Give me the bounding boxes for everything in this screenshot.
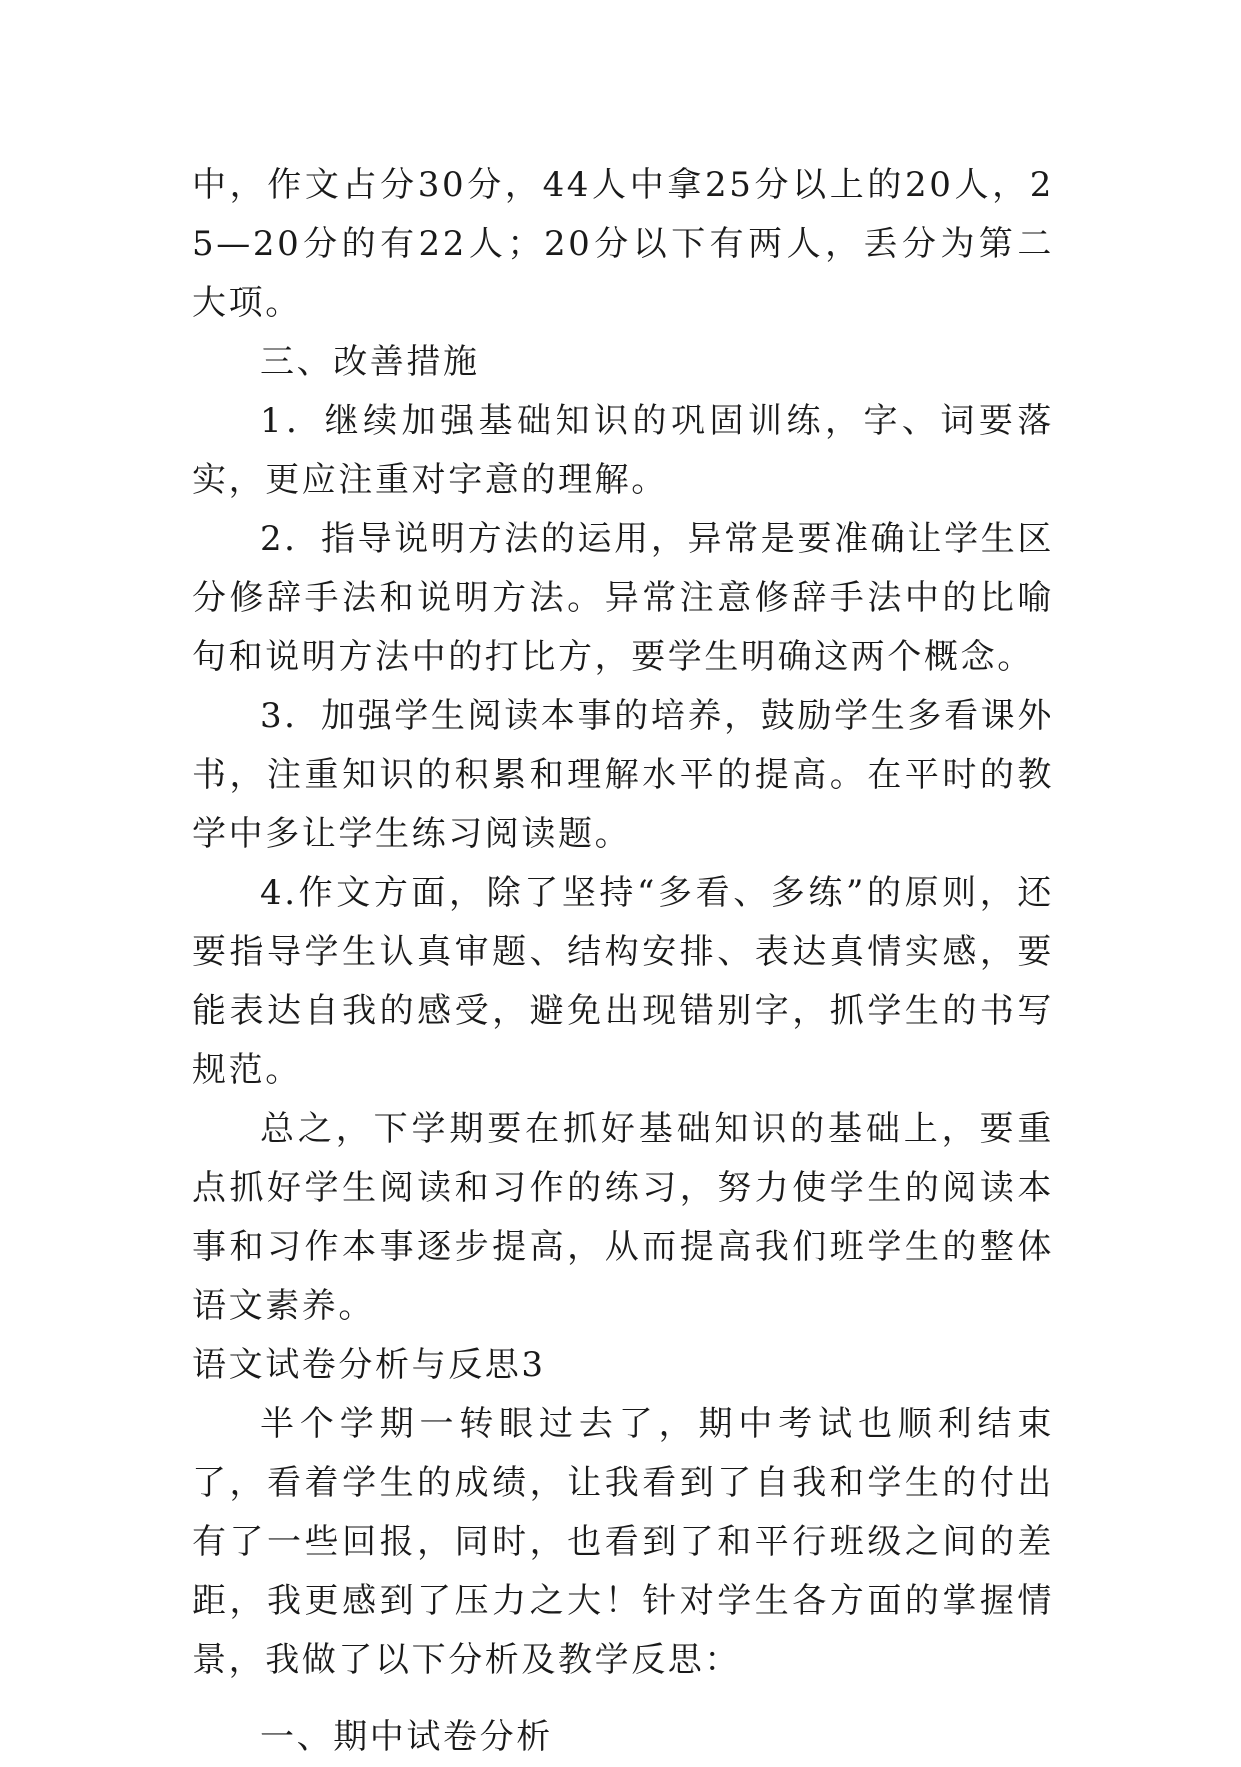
paragraph-intro: 半个学期一转眼过去了，期中考试也顺利结束了，看着学生的成绩，让我看到了自我和学生的付出有了一些回报，同时，也看到了和平行班级之间的差距，我更感到了压力之大！针对学生各方面的掌握情景，我做了以下分析及教学反思： <box>192 1404 1054 1680</box>
paragraph-measure-3: 3．加强学生阅读本事的培养，鼓励学生多看课外书，注重知识的积累和理解水平的提高。在平时的教学中多让学生练习阅读题。 <box>192 696 1054 854</box>
heading-improvement-measures: 三、改善措施 <box>260 342 480 382</box>
heading-midterm-analysis: 一、期中试卷分析 <box>260 1717 553 1757</box>
paragraph-measure-2: 2．指导说明方法的运用，异常是要准确让学生区分修辞手法和说明方法。异常注意修辞手法中的比喻句和说明方法中的打比方，要学生明确这两个概念。 <box>192 519 1054 677</box>
paragraph-conclusion: 总之，下学期要在抓好基础知识的基础上，要重点抓好学生阅读和习作的练习，努力使学生的阅读本事和习作本事逐步提高，从而提高我们班学生的整体语文素养。 <box>192 1109 1054 1326</box>
section-title: 语文试卷分析与反思3 <box>192 1345 546 1385</box>
document-body <box>192 156 1054 1767</box>
paragraph-measure-1: 1．继续加强基础知识的巩固训练，字、词要落实，更应注重对字意的理解。 <box>192 401 1054 500</box>
paragraph-essay-score-summary: 中，作文占分30分，44人中拿25分以上的20人，25—20分的有22人；20分以下有两人，丢分为第二大项。 <box>192 165 1054 323</box>
paragraph-measure-4: 4.作文方面，除了坚持“多看、多练”的原则，还要指导学生认真审题、结构安排、表达真情实感，要能表达自我的感受，避免出现错别字，抓学生的书写规范。 <box>192 873 1054 1090</box>
